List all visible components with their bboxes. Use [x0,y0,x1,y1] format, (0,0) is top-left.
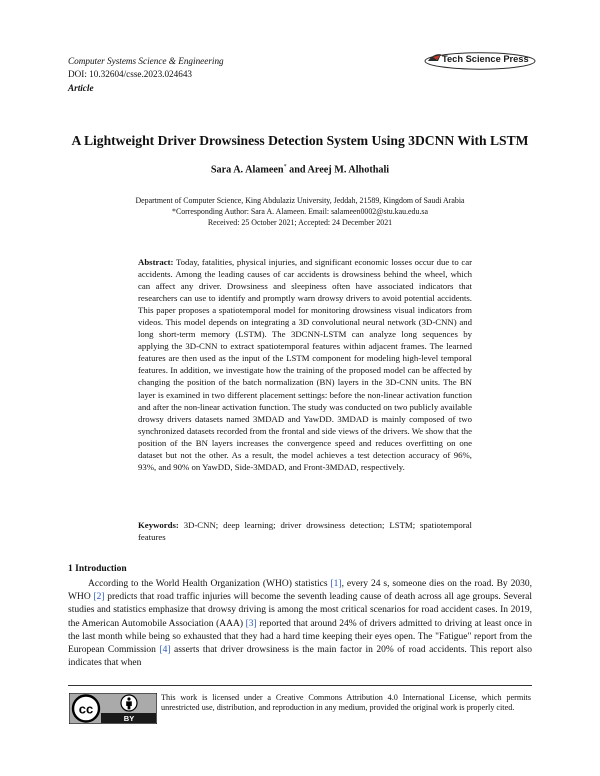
cc-by-license-badge[interactable] [69,693,157,724]
introduction-paragraph [68,578,532,670]
cc-label: cc [78,701,94,717]
author-separator: and [286,164,308,176]
citation-link[interactable]: [2] [93,592,105,603]
attribution-person-icon [121,695,137,711]
publisher-name: Tech Science Press [442,54,529,64]
body-text: , every 24 s, someone dies on the road. By 2030, WHO [68,579,532,603]
affiliation: Department of Computer Science, King Abdulaziz University, Jeddah, 21589, Kingdom of Saudi Arabia [135,196,465,205]
body-text: asserts that driver drowsiness is the main factor in 20% of road accidents. This report also indicates that when [68,645,532,669]
keywords-text: 3D-CNN; deep learning; driver drowsiness detection; LSTM; spatiotemporal features [138,520,472,543]
creative-commons-icon [73,696,99,722]
body-text: reported that around 24% of drivers admitted to driving at least once in the last month while being so exhausted that they had a hard time keeping their eyes open. The "Fatigue" report from the European Commission [68,618,532,656]
keywords [138,519,472,543]
by-label: BY [123,714,135,724]
citation-link[interactable]: [4] [159,645,171,656]
paper-title: A Lightweight Driver Drowsiness Detection System Using 3DCNN With LSTM [71,133,529,148]
footer-divider [68,685,532,686]
citation-link[interactable]: [3] [245,618,257,629]
abstract [138,256,472,473]
citation-link[interactable]: [1] [330,579,342,589]
body-text: predicts that road traffic injuries will become the seventh leading cause of death across all age groups. Several studies and statistics emphasize that drowsy driving is among the most critical scenarios for road accident cases. In 2019, the American Automobile Association (AAA) [68,592,532,629]
abstract-text: Today, fatalities, physical injuries, and significant economic losses occur due to car accidents. Among the leading causes of car accidents is drowsiness behind the wheel, which can affect any driver. Drowsiness and sleepiness often have associated indicators that researchers can use to identify and promptly warn drowsy drivers to avoid potential accidents. This paper proposes a spatiotemporal model for monitoring drowsiness visual indicators from videos. This model depends on integrating a 3D convolutional neural network (3D-CNN) and long short-term memory (LSTM). The 3DCNN-LSTM can analyze long sequences by applying the 3D-CNN to extract spatiotemporal features within adjacent frames. The learned features are then used as the input of the LSTM component for modeling high-level temporal features. In addition, we investigate how the training of the proposed model can be affected by changing the position of the batch normalization (BN) layers in the 3D-CNN units. The BN layer is examined in two different placement settings: before the non-linear activation function and after the non-linear activation function. The study was conducted on two publicly available drowsy drivers datasets named 3MDAD and YawDD. 3MDAD is mainly composed of two synchronized datasets recorded from the frontal and side views of the drivers. We show that the position of the BN layers increases the convergence speed and reduces overfitting on one dataset but not the other. As a result, the model achieves a test detection accuracy of 96%, 93%, and 90% on YawDD, Side-3MDAD, and Front-3MDAD, respectively. [138,257,473,472]
corresponding-marker: * [283,164,287,170]
journal-name: Computer Systems Science & Engineering [68,56,224,66]
author-name: Sara A. Alameen [210,164,284,176]
author-list [0,164,600,175]
publisher-logo[interactable] [424,52,536,70]
license-text: This work is licensed under a Creative Commons Attribution 4.0 International License, which permits unrestricted use, distribution, and reproduction in any medium, provided the original work is properly cited. [161,693,531,713]
section-heading-introduction: 1 Introduction [68,564,127,574]
article-type: Article [68,83,94,93]
abstract-label: Abstract: [138,257,174,267]
author-name: Areej M. Alhothali [307,164,390,176]
corresponding-author: *Corresponding Author: Sara A. Alameen. Email: salameen0002@stu.kau.edu.sa [172,207,428,216]
received-accepted-dates: Received: 25 October 2021; Accepted: 24 December 2021 [207,218,393,227]
body-text: According to the World Health Organization (WHO) statistics [88,579,331,589]
keywords-label: Keywords: [138,520,179,530]
doi[interactable]: DOI: 10.32604/csse.2023.024643 [68,69,193,79]
